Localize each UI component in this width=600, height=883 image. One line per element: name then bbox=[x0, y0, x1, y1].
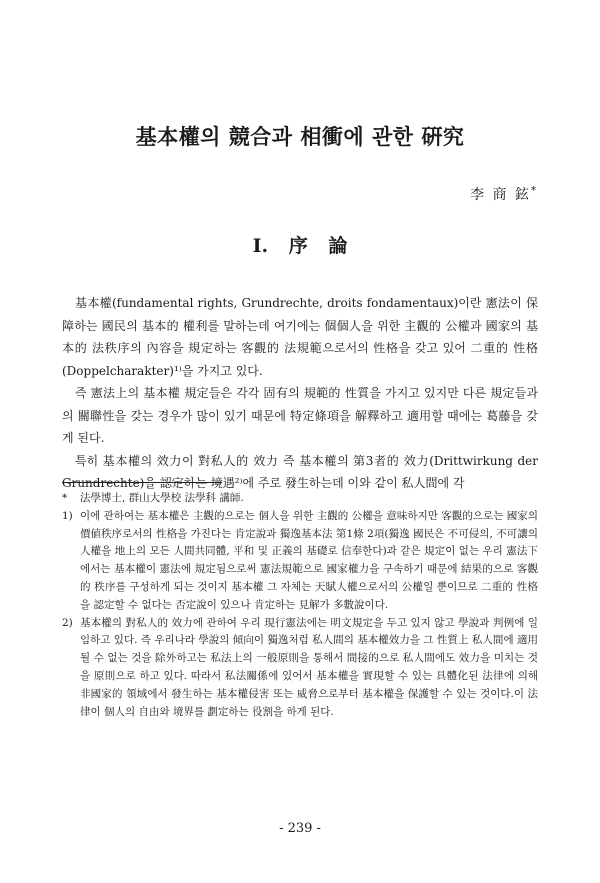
footnote-text: 이에 관하여는 基本權은 主觀的으로는 個人을 위한 主觀的 公權을 意味하지만 客觀的으로는 國家의 價値秩序로서의 性格을 가진다는 肯定說과 獨逸基本法 第1條 2項(獨逸 國民은 不可侵의, 不可讓의 人權을 地上의 모든 人間共同體, 平和 및 正義의 基礎로 信奉한다)과 같은 規定이 없는 우리 憲法下에서는 基本權이 憲法에 規定됨으로써 憲法規範으로 國家權力을 구속하기 때문에 結果的으로 客觀的 秩序를 구성하게 되는 것이지 基本權 그 자체는 天賦人權으로서의 公權일 뿐이므로 二重的 性格을 認定할 수 없다는 否定說이 있으나 肯定하는 見解가 多數說이다. bbox=[80, 509, 538, 611]
section-numeral: Ⅰ. bbox=[252, 235, 269, 257]
footnote-text: 基本權의 對私人的 效力에 관하여 우리 現行憲法에는 明文規定을 두고 있지 않고 學說과 判例에 일임하고 있다. 즉 우리나라 學說의 傾向이 獨逸처럼 私人間의 基本權效力을 그 性質上 私人間에 適用될 수 없는 것을 除外하고는 私法上의 一般原則을 통해서 間接的으로 私人間에도 效力을 미치는 것을 原則으로 하고 있다. 따라서 私法關係에 있어서 基本權을 實現할 수 있는 具體化된 法律에 의해 非國家的 領域에서 發生하는 基本權侵害 또는 威脅으로부터 基本權을 保護할 수 있는 것이다.이 法律이 個人의 自由와 境界를 劃定하는 役割을 하게 된다. bbox=[80, 616, 538, 718]
body-text bbox=[62, 292, 538, 495]
page-number: - 239 - bbox=[279, 821, 321, 836]
paper-title: 基本權의 競合과 相衝에 관한 硏究 bbox=[135, 124, 465, 149]
section-heading bbox=[0, 231, 600, 258]
author-footnote-mark: * bbox=[531, 185, 538, 197]
author-name: 李 商 鉉 bbox=[470, 187, 531, 203]
footnote-item bbox=[62, 615, 538, 722]
footnote-item bbox=[62, 490, 538, 508]
body-paragraph: 즉 憲法上의 基本權 規定들은 각각 固有의 規範的 性質을 가지고 있지만 다른 規定들과의 關聯性을 갖는 경우가 많이 있기 때문에 特定條項을 解釋하고 適用할 때에는 葛藤을 갖게 된다. bbox=[62, 386, 538, 445]
body-paragraph: 基本權(fundamental rights, Grundrechte, droits fondamentaux)이란 憲法이 保障하는 國民의 基本的 權利를 말하는데 여기에는 個個人을 위한 主觀的 公權과 國家의 基本的 法秩序의 內容을 規定하는 客觀的 法規範으로서의 性格을 갖고 있어 二重的 性格(Doppelcharakter)¹⁾을 가지고 있다. bbox=[62, 296, 538, 378]
footnote-text: 法學博士, 群山大學校 法學科 講師. bbox=[80, 492, 244, 504]
author-line bbox=[470, 184, 538, 204]
section-title: 序 論 bbox=[288, 235, 348, 257]
footnote-mark: 2) bbox=[62, 616, 73, 629]
footnote-mark: * bbox=[62, 492, 68, 504]
footnotes bbox=[62, 490, 538, 721]
body-paragraph: 특히 基本權의 效力이 對私人的 效力 즉 基本權의 第3者的 效力(Drittwirkung der Grundrechte)을 認定하는 境遇²⁾에 주로 發生하는데 이와 같이 私人間에 각 bbox=[62, 453, 538, 490]
footnote-mark: 1) bbox=[62, 509, 73, 522]
footnote-item bbox=[62, 508, 538, 615]
footnote-divider bbox=[62, 482, 222, 483]
